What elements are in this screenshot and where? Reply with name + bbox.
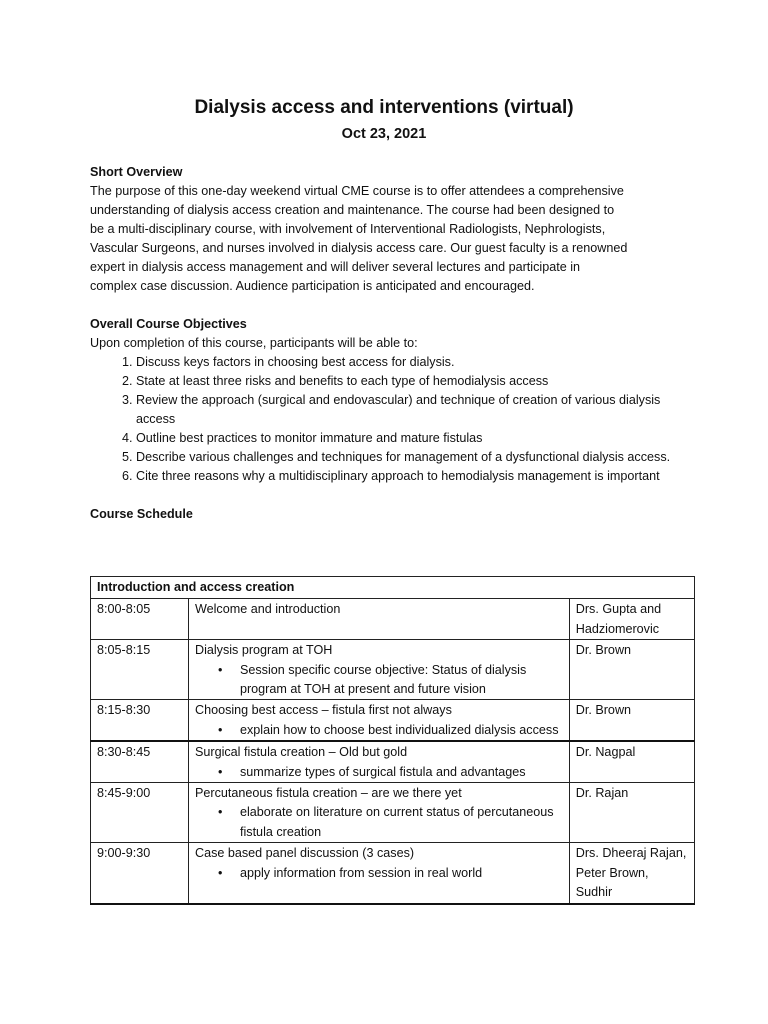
objective-item: 4. Outline best practices to monitor immature and mature fistulas <box>136 429 690 448</box>
schedule-faculty: Dr. Rajan <box>569 783 694 843</box>
schedule-time: 8:15-8:30 <box>91 700 189 741</box>
schedule-topic-title: Welcome and introduction <box>194 602 341 617</box>
objective-item: 5. Describe various challenges and techniques for management of a dysfunctional dialysis access. <box>136 448 690 467</box>
objective-item: 2. State at least three risks and benefits to each type of hemodialysis access <box>136 372 690 391</box>
schedule-topic <box>188 700 569 741</box>
schedule-bullets <box>195 721 563 740</box>
schedule-bullets <box>195 864 563 883</box>
objectives-heading: Overall Course Objectives <box>90 317 247 331</box>
schedule-bullets <box>195 763 563 782</box>
schedule-time: 8:00-8:05 <box>91 599 189 640</box>
schedule-faculty: Drs. Dheeraj Rajan, Peter Brown, Sudhir <box>569 843 694 904</box>
document-date: Oct 23, 2021 <box>341 126 427 142</box>
schedule-time: 8:45-9:00 <box>91 783 189 843</box>
schedule-time: 8:05-8:15 <box>91 640 189 700</box>
schedule-heading: Course Schedule <box>90 507 193 521</box>
table-row <box>91 640 695 700</box>
document-title: Dialysis access and interventions (virtual) <box>194 97 574 118</box>
schedule-bullets <box>195 661 563 700</box>
schedule-topic <box>188 843 569 904</box>
schedule-faculty: Dr. Brown <box>569 640 694 700</box>
schedule-topic <box>188 640 569 700</box>
objectives-intro: Upon completion of this course, participants will be able to: <box>90 336 418 350</box>
table-row <box>91 599 695 640</box>
objective-item: 6. Cite three reasons why a multidisciplinary approach to hemodialysis management is important <box>136 467 690 486</box>
schedule-topic <box>188 741 569 782</box>
schedule-faculty: Dr. Nagpal <box>569 741 694 782</box>
schedule-bullet: • elaborate on literature on current status of percutaneous fistula creation <box>240 803 563 842</box>
schedule-topic-title: Choosing best access – fistula first not always <box>194 703 452 718</box>
overview-line: The purpose of this one-day weekend virtual CME course is to offer attendees a comprehensive <box>90 184 624 198</box>
schedule-topic <box>188 783 569 843</box>
schedule-topic-title: Percutaneous fistula creation – are we there yet <box>194 786 462 801</box>
overview-line: be a multi-disciplinary course, with involvement of Interventional Radiologists, Nephrologists, <box>90 222 606 236</box>
schedule-bullet: • explain how to choose best individualized dialysis access <box>240 721 563 740</box>
overview-line: Vascular Surgeons, and nurses involved in dialysis access care. Our guest faculty is a renowned <box>90 241 628 255</box>
overview-line: expert in dialysis access management and will deliver several lectures and participate in <box>90 260 581 274</box>
schedule-bullet: • Session specific course objective: Status of dialysis program at TOH at present and future vision <box>240 661 563 700</box>
overview-line: understanding of dialysis access creation and maintenance. The course had been designed to <box>90 203 615 217</box>
overview-heading: Short Overview <box>90 165 183 179</box>
objective-item: 3. Review the approach (surgical and endovascular) and technique of creation of various dialysis access <box>136 391 690 429</box>
schedule-time: 9:00-9:30 <box>91 843 189 904</box>
schedule-section-row <box>91 577 695 599</box>
schedule-topic-title: Dialysis program at TOH <box>194 643 333 658</box>
schedule-faculty: Dr. Brown <box>569 700 694 741</box>
schedule-topic <box>188 599 569 640</box>
document-body <box>90 163 690 524</box>
schedule-section-title: Introduction and access creation <box>91 577 695 599</box>
table-row <box>91 700 695 741</box>
schedule-bullets <box>195 803 563 842</box>
schedule-topic-title: Surgical fistula creation – Old but gold <box>194 745 408 760</box>
table-row <box>91 843 695 904</box>
schedule-topic-title: Case based panel discussion (3 cases) <box>194 846 415 861</box>
objective-item: 1. Discuss keys factors in choosing best access for dialysis. <box>136 353 690 372</box>
schedule-time: 8:30-8:45 <box>91 741 189 782</box>
table-row <box>91 783 695 843</box>
schedule-faculty: Drs. Gupta and Hadziomerovic <box>569 599 694 640</box>
overview-line: complex case discussion. Audience participation is anticipated and encouraged. <box>90 279 535 293</box>
objectives-list <box>90 353 690 486</box>
schedule-bullet: • apply information from session in real world <box>240 864 563 883</box>
schedule-table <box>90 576 695 905</box>
table-row <box>91 741 695 782</box>
schedule-bullet: • summarize types of surgical fistula and advantages <box>240 763 563 782</box>
